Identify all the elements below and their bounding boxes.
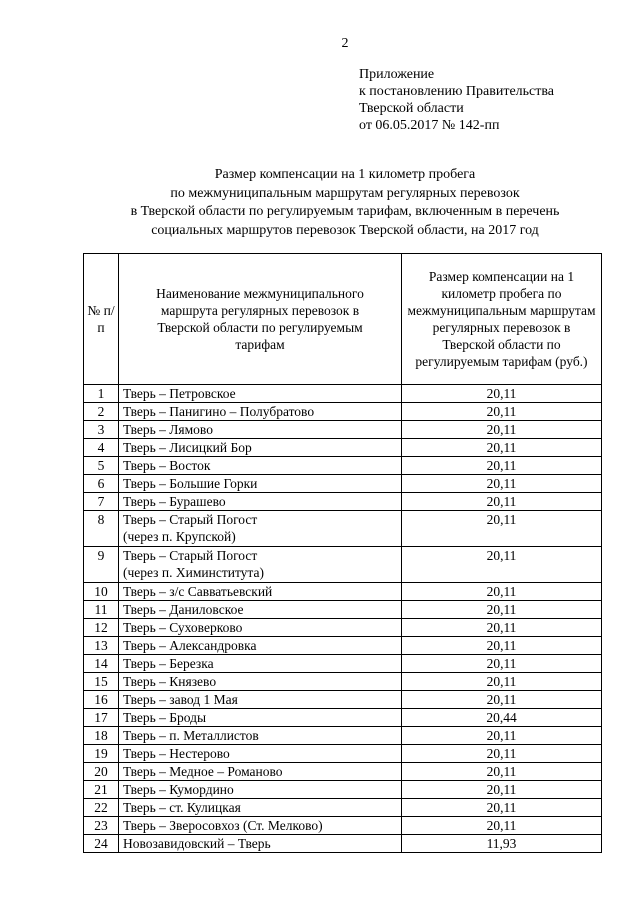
- header-num: № п/п: [84, 254, 119, 385]
- route-name: Тверь – Броды: [123, 710, 207, 725]
- route-name: Тверь – Даниловское: [123, 602, 244, 617]
- header-compensation: Размер компенсации на 1 километр пробега по межмуниципальным маршрутам регулярных перевозок в Тверской области по регулируемым тарифам (руб.): [402, 254, 602, 385]
- table-row: [84, 763, 602, 781]
- route-name-cell: [119, 673, 402, 691]
- route-name: Тверь – Лямово: [123, 422, 213, 437]
- compensation-value: 20,44: [402, 709, 602, 727]
- row-number: 12: [84, 619, 119, 637]
- table-row: [84, 799, 602, 817]
- compensation-value: 20,11: [402, 799, 602, 817]
- appendix-line: от 06.05.2017 № 142-пп: [359, 118, 500, 133]
- route-name-cell: [119, 457, 402, 475]
- table-row: [84, 385, 602, 403]
- compensation-table: [83, 253, 602, 853]
- row-number: 9: [84, 547, 119, 583]
- route-name-cell: [119, 691, 402, 709]
- route-name-cell: [119, 817, 402, 835]
- row-number: 1: [84, 385, 119, 403]
- row-number: 11: [84, 601, 119, 619]
- table-row: [84, 583, 602, 601]
- route-name: Тверь – Зверосовхоз (Ст. Мелково): [123, 818, 323, 833]
- table-row: [84, 403, 602, 421]
- route-name-cell: [119, 583, 402, 601]
- route-name-cell: [119, 709, 402, 727]
- compensation-value: 20,11: [402, 403, 602, 421]
- route-name-cell: [119, 799, 402, 817]
- table-row: [84, 691, 602, 709]
- appendix-line: Приложение: [359, 67, 435, 82]
- route-name-note: (через п. Химинститута): [123, 565, 264, 580]
- route-name-cell: [119, 511, 402, 547]
- route-name-cell: [119, 493, 402, 511]
- title-line: по межмуниципальным маршрутам регулярных перевозок: [170, 185, 520, 201]
- compensation-value: 20,11: [402, 619, 602, 637]
- table-row: [84, 619, 602, 637]
- row-number: 17: [84, 709, 119, 727]
- compensation-value: 20,11: [402, 385, 602, 403]
- route-name: Тверь – з/с Савватьевский: [123, 584, 273, 599]
- route-name-cell: [119, 403, 402, 421]
- row-number: 18: [84, 727, 119, 745]
- row-number: 8: [84, 511, 119, 547]
- title-line: в Тверской области по регулируемым тарифам, включенным в перечень: [130, 204, 560, 219]
- route-name-cell: [119, 727, 402, 745]
- route-name-note: (через п. Крупской): [123, 529, 236, 544]
- table-row: [84, 637, 602, 655]
- appendix-block: [359, 66, 554, 134]
- compensation-value: 20,11: [402, 655, 602, 673]
- route-name-cell: [119, 601, 402, 619]
- row-number: 22: [84, 799, 119, 817]
- compensation-value: 20,11: [402, 511, 602, 547]
- title-line: социальных маршрутов перевозок Тверской области, на 2017 год: [151, 222, 539, 238]
- table-row: [84, 547, 602, 583]
- table-row: [84, 817, 602, 835]
- table-row: [84, 727, 602, 745]
- row-number: 13: [84, 637, 119, 655]
- compensation-value: 20,11: [402, 583, 602, 601]
- row-number: 15: [84, 673, 119, 691]
- row-number: 19: [84, 745, 119, 763]
- header-route-name: Наименование межмуниципального маршрута регулярных перевозок в Тверской области по регулируемым тарифам: [119, 254, 402, 385]
- row-number: 14: [84, 655, 119, 673]
- route-name: Тверь – Медное – Романово: [123, 764, 283, 779]
- route-name: Новозавидовский – Тверь: [123, 836, 271, 851]
- route-name-cell: [119, 781, 402, 799]
- table-row: [84, 493, 602, 511]
- row-number: 21: [84, 781, 119, 799]
- table-body: [84, 385, 602, 853]
- route-name: Тверь – п. Металлистов: [123, 728, 259, 743]
- route-name: Тверь – Большие Горки: [123, 476, 258, 491]
- table-row: [84, 673, 602, 691]
- table-row: [84, 781, 602, 799]
- route-name-cell: [119, 421, 402, 439]
- compensation-value: 20,11: [402, 421, 602, 439]
- table-row: [84, 511, 602, 547]
- route-name-cell: [119, 385, 402, 403]
- row-number: 20: [84, 763, 119, 781]
- table-row: [84, 709, 602, 727]
- route-name: Тверь – Старый Погост: [123, 548, 258, 563]
- route-name-cell: [119, 475, 402, 493]
- compensation-value: 20,11: [402, 727, 602, 745]
- row-number: 3: [84, 421, 119, 439]
- route-name: Тверь – Александровка: [123, 638, 257, 653]
- title-line: Размер компенсации на 1 километр пробега: [214, 167, 476, 182]
- route-name: Тверь – Восток: [123, 458, 211, 473]
- table-row: [84, 457, 602, 475]
- route-name: Тверь – Петровское: [123, 386, 236, 401]
- route-name: Тверь – Бурашево: [123, 494, 226, 509]
- row-number: 24: [84, 835, 119, 853]
- table-row: [84, 745, 602, 763]
- route-name: Тверь – Березка: [123, 656, 214, 671]
- route-name-cell: [119, 745, 402, 763]
- compensation-value: 20,11: [402, 547, 602, 583]
- compensation-value: 20,11: [402, 673, 602, 691]
- row-number: 5: [84, 457, 119, 475]
- row-number: 2: [84, 403, 119, 421]
- compensation-value: 11,93: [402, 835, 602, 853]
- row-number: 16: [84, 691, 119, 709]
- compensation-value: 20,11: [402, 745, 602, 763]
- page-number: 2: [341, 36, 349, 51]
- route-name-cell: [119, 439, 402, 457]
- route-name: Тверь – Старый Погост: [123, 512, 258, 527]
- route-name-cell: [119, 655, 402, 673]
- row-number: 6: [84, 475, 119, 493]
- table-row: [84, 655, 602, 673]
- table-row: [84, 475, 602, 493]
- table-row: [84, 601, 602, 619]
- appendix-line: к постановлению Правительства: [359, 84, 555, 99]
- compensation-value: 20,11: [402, 691, 602, 709]
- route-name-cell: [119, 763, 402, 781]
- compensation-value: 20,11: [402, 493, 602, 511]
- compensation-value: 20,11: [402, 475, 602, 493]
- compensation-value: 20,11: [402, 763, 602, 781]
- compensation-value: 20,11: [402, 637, 602, 655]
- table-header-row: [84, 254, 602, 385]
- compensation-value: 20,11: [402, 817, 602, 835]
- compensation-value: 20,11: [402, 439, 602, 457]
- route-name-cell: [119, 547, 402, 583]
- route-name-cell: [119, 637, 402, 655]
- route-name: Тверь – Князево: [123, 674, 217, 689]
- row-number: 4: [84, 439, 119, 457]
- route-name-cell: [119, 619, 402, 637]
- row-number: 7: [84, 493, 119, 511]
- table-row: [84, 439, 602, 457]
- document-title: [0, 166, 640, 240]
- compensation-value: 20,11: [402, 781, 602, 799]
- route-name: Тверь – Кумордино: [123, 782, 234, 797]
- route-name: Тверь – Суховерково: [123, 620, 243, 635]
- route-name: Тверь – завод 1 Мая: [123, 692, 238, 707]
- row-number: 10: [84, 583, 119, 601]
- appendix-line: Тверской области: [359, 101, 464, 116]
- row-number: 23: [84, 817, 119, 835]
- table-row: [84, 421, 602, 439]
- compensation-value: 20,11: [402, 457, 602, 475]
- route-name: Тверь – Лисицкий Бор: [123, 440, 252, 455]
- route-name: Тверь – Нестерово: [123, 746, 230, 761]
- route-name: Тверь – Панигино – Полубратово: [123, 404, 315, 419]
- table-row: [84, 835, 602, 853]
- route-name-cell: [119, 835, 402, 853]
- route-name: Тверь – ст. Кулицкая: [123, 800, 241, 815]
- compensation-value: 20,11: [402, 601, 602, 619]
